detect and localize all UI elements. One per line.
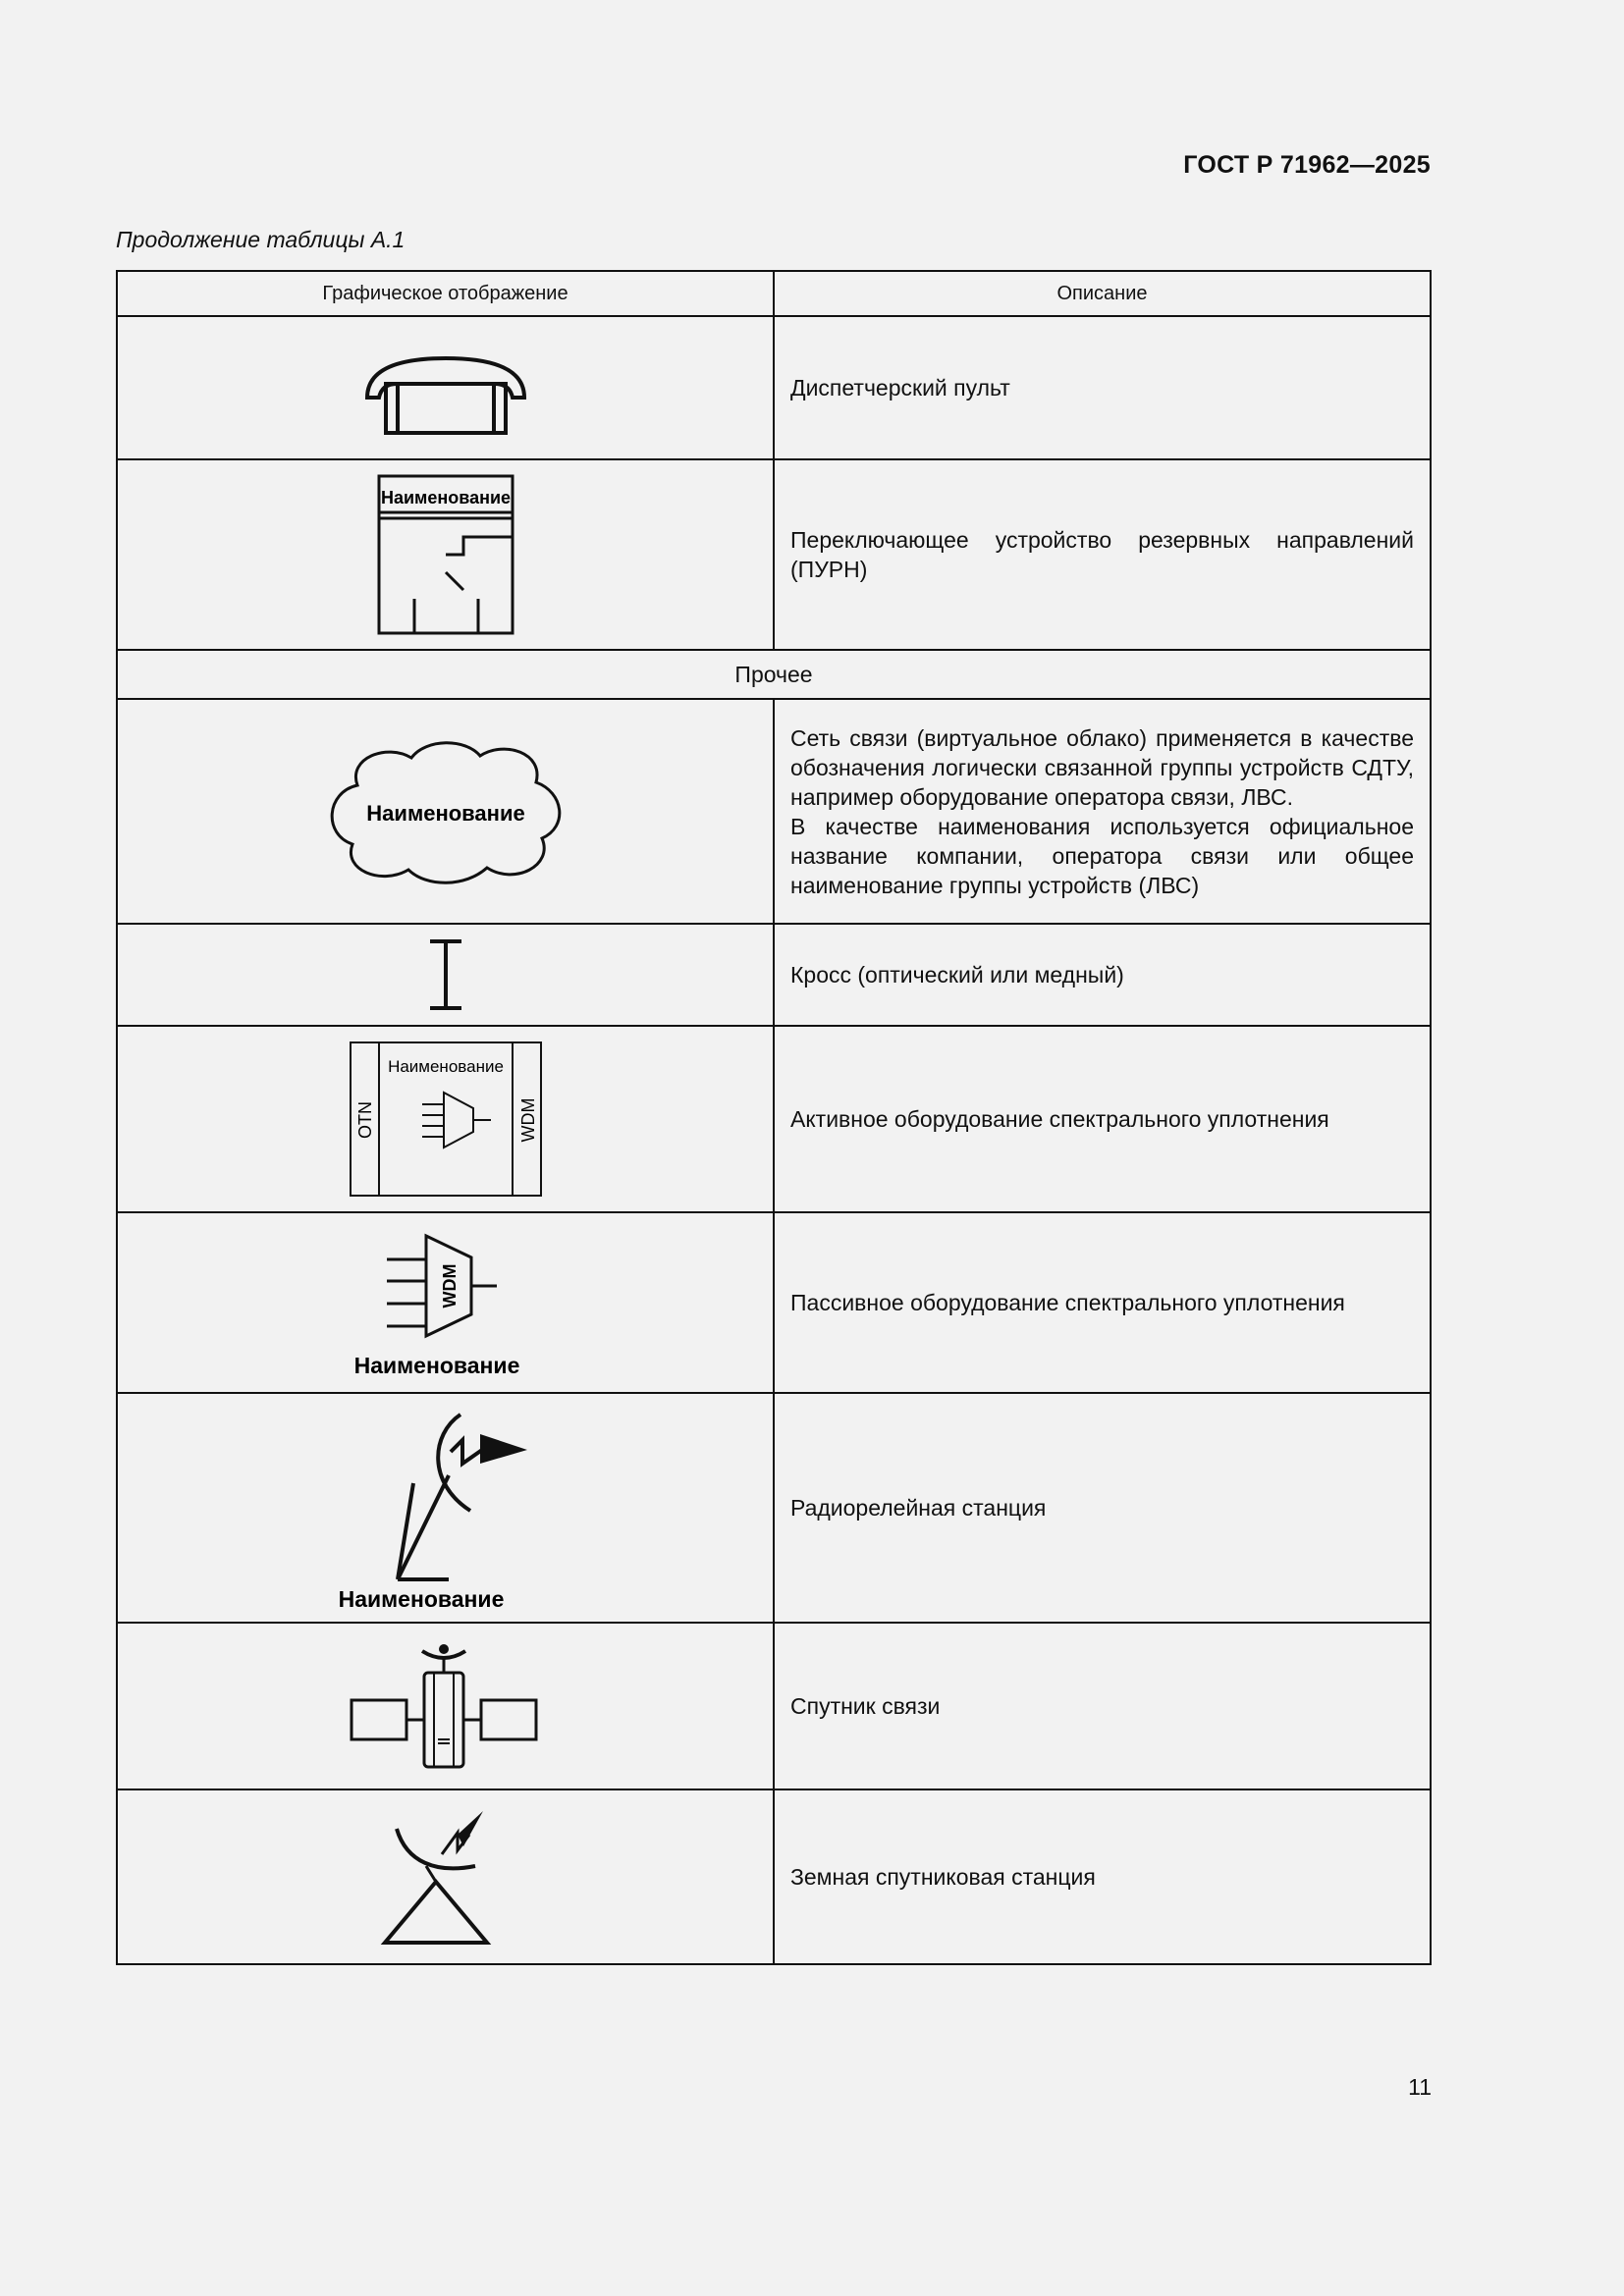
table-caption: Продолжение таблицы А.1 [116, 227, 406, 252]
document-number: ГОСТ Р 71962—2025 [1183, 151, 1431, 179]
column-header-description: Описание [774, 271, 1431, 316]
satellite-icon [348, 1637, 544, 1775]
otn-label: OTN [354, 1101, 375, 1139]
graphic-cell [117, 1393, 774, 1623]
description-paragraph: Сеть связи (виртуальное облако) применяется в качестве обозначения логически связанной группы устройств СДТУ, например оборудование оператора связи, ЛВС. [790, 724, 1414, 810]
description-paragraph: В качестве наименования используется официальное название компании, оператора связи или общее наименование группы устройств (ЛВС) [790, 813, 1414, 898]
graphic-cell [117, 1623, 774, 1789]
graphic-cell [117, 1212, 774, 1393]
table-header-row [117, 271, 1431, 316]
description-cell: Спутник связи [774, 1623, 1431, 1789]
equipment-label: Наименование [387, 1057, 504, 1076]
passive-wdm-icon [348, 1224, 544, 1381]
table-row [117, 1393, 1431, 1623]
radio-relay-icon [333, 1405, 559, 1611]
table-row [117, 1623, 1431, 1789]
table-row [117, 316, 1431, 459]
active-wdm-icon [350, 1041, 542, 1197]
table-row [117, 1212, 1431, 1393]
description-cell: Кросс (оптический или медный) [774, 924, 1431, 1026]
description-cell: Радиорелейная станция [774, 1393, 1431, 1623]
description-cell: Пассивное оборудование спектрального уплотнения [774, 1212, 1431, 1393]
cross-connect-icon [426, 938, 465, 1011]
wdm-side-label: WDM [517, 1097, 538, 1143]
wdm-label: WDM [439, 1263, 460, 1308]
table-row [117, 699, 1431, 924]
cloud-label: Наименование [365, 800, 525, 826]
description-cell: Активное оборудование спектрального уплотнения [774, 1026, 1431, 1212]
description-cell: Земная спутниковая станция [774, 1789, 1431, 1964]
symbols-table [116, 270, 1432, 1965]
table-row [117, 1026, 1431, 1212]
station-label: Наименование [338, 1586, 504, 1612]
switch-label: Наименование [380, 488, 511, 507]
description-cell: Диспетчерский пульт [774, 316, 1431, 459]
table-row [117, 1789, 1431, 1964]
page-number: 11 [1408, 2074, 1432, 2100]
network-cloud-icon [318, 738, 573, 885]
dispatcher-console-icon [362, 341, 529, 435]
graphic-cell [117, 924, 774, 1026]
graphic-cell [117, 699, 774, 924]
table-row [117, 924, 1431, 1026]
graphic-cell [117, 1789, 774, 1964]
graphic-cell [117, 1026, 774, 1212]
description-cell: Переключающее устройство резервных направлений (ПУРН) [774, 459, 1431, 650]
equipment-label: Наименование [353, 1353, 519, 1378]
table-row [117, 459, 1431, 650]
section-row [117, 650, 1431, 699]
graphic-cell [117, 459, 774, 650]
graphic-cell [117, 316, 774, 459]
earth-station-icon [348, 1803, 544, 1950]
backup-switch-icon [377, 474, 514, 635]
section-title: Прочее [117, 650, 1431, 699]
description-cell [774, 699, 1431, 924]
column-header-graphic: Графическое отображение [117, 271, 774, 316]
